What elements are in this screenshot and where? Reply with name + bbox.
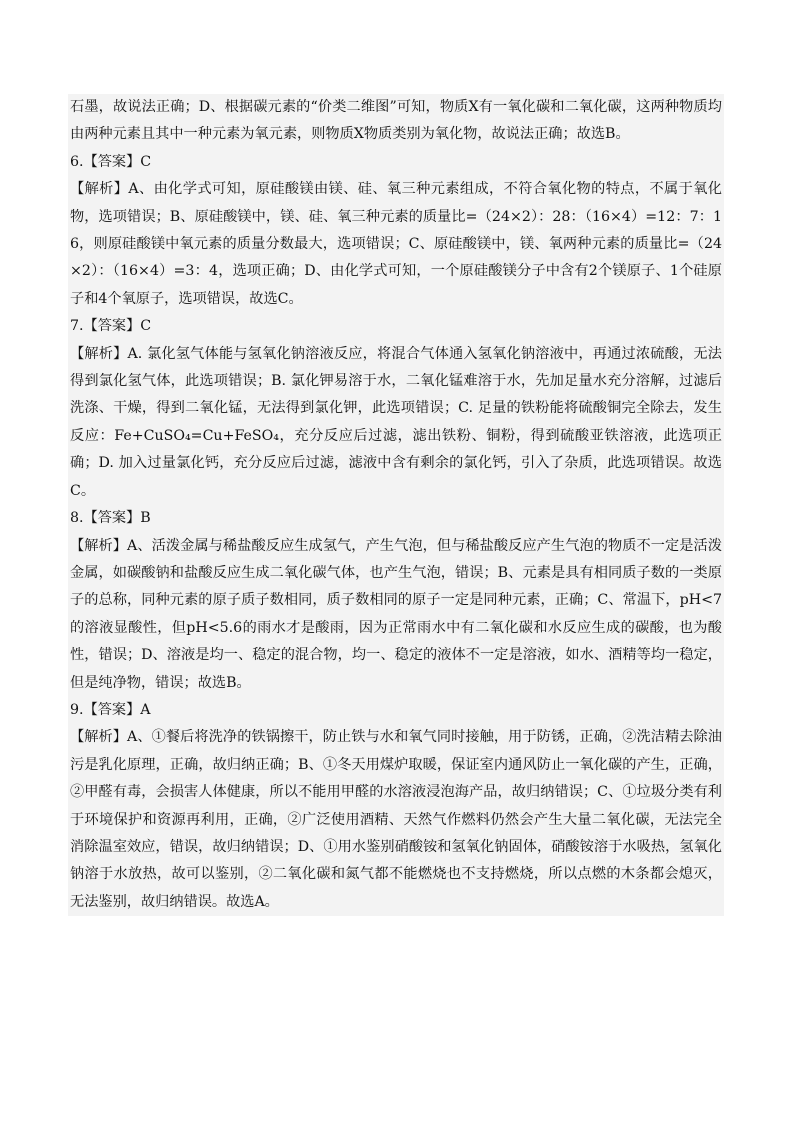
- answer-heading-7: 7.【答案】C: [70, 318, 152, 335]
- answer-heading-8: 8.【答案】B: [70, 510, 151, 527]
- paragraph-continuation: 石墨，故说法正确；D、根据碳元素的“价类二维图”可知，物质X有一氧化碳和二氧化碳，这两种物质均由两种元素且其中一种元素为氧元素，则物质X物质类别为氧化物，故说法正确；故选B。: [70, 99, 722, 143]
- explanation-6: 【解析】A、由化学式可知，原硅酸镁由镁、硅、氧三种元素组成，不符合氧化物的特点，不属于氧化物，选项错误；B、原硅酸镁中，镁、硅、氧三种元素的质量比=（24×2）：28：（16×4）=12：7：16，则原硅酸镁中氧元素的质量分数最大，选项错误；C、原硅酸镁中，镁、氧两种元素的质量比=（24×2）：（16×4）=3：4，选项正确；D、由化学式可知，一个原硅酸镁分子中含有2个镁原子、1个硅原子和4个氧原子，选项错误，故选C。: [70, 181, 722, 307]
- answer-heading-9: 9.【答案】A: [70, 701, 151, 718]
- explanation-7: 【解析】A. 氯化氢气体能与氢氧化钠溶液反应，将混合气体通入氢氧化钠溶液中，再通过浓硫酸，无法得到氯化氢气体，此选项错误；B. 氯化钾易溶于水，二氧化锰难溶于水，先加足量水充分溶解，过滤后洗涤、干燥，得到二氧化锰，无法得到氯化钾，此选项错误；C. 足量的铁粉能将硫酸铜完全除去，发生反应：Fe+CuSO₄=Cu+FeSO₄，充分反应后过滤，滤出铁粉、铜粉，得到硫酸亚铁溶液，此选项正确；D. 加入过量氯化钙，充分反应后过滤，滤液中含有剩余的氯化钙，引入了杂质，此选项错误。故选C。: [70, 345, 722, 499]
- answer-heading-6: 6.【答案】C: [70, 153, 152, 170]
- answer-document: [68, 94, 724, 916]
- explanation-9: 【解析】A、①餐后将洗净的铁锅擦干，防止铁与水和氧气同时接触，用于防锈，正确，②洗洁精去除油污是乳化原理，正确，故归纳正确；B、①冬天用煤炉取暖，保证室内通风防止一氧化碳的产生，正确，②甲醛有毒，会损害人体健康，所以不能用甲醛的水溶液浸泡海产品，故归纳错误；C、①垃圾分类有利于环境保护和资源再利用，正确，②广泛使用酒精、天然气作燃料仍然会产生大量二氧化碳，无法完全消除温室效应，错误，故归纳错误；D、①用水鉴别硝酸铵和氢氧化钠固体，硝酸铵溶于水吸热，氢氧化钠溶于水放热，故可以鉴别，②二氧化碳和氮气都不能燃烧也不支持燃烧，所以点燃的木条都会熄灭，无法鉴别，故归纳错误。故选A。: [70, 729, 722, 910]
- explanation-8: 【解析】A、活泼金属与稀盐酸反应生成氢气，产生气泡，但与稀盐酸反应产生气泡的物质不一定是活泼金属，如碳酸钠和盐酸反应生成二氧化碳气体，也产生气泡，错误；B、元素是具有相同质子数的一类原子的总称，同种元素的原子质子数相同，质子数相同的原子一定是同种元素，正确；C、常温下，pH<7的溶液显酸性，但pH<5.6的雨水才是酸雨，因为正常雨水中有二氧化碳和水反应生成的碳酸，也为酸性，错误；D、溶液是均一、稳定的混合物，均一、稳定的液体不一定是溶液，如水、酒精等均一稳定，但是纯净物，错误；故选B。: [70, 537, 722, 691]
